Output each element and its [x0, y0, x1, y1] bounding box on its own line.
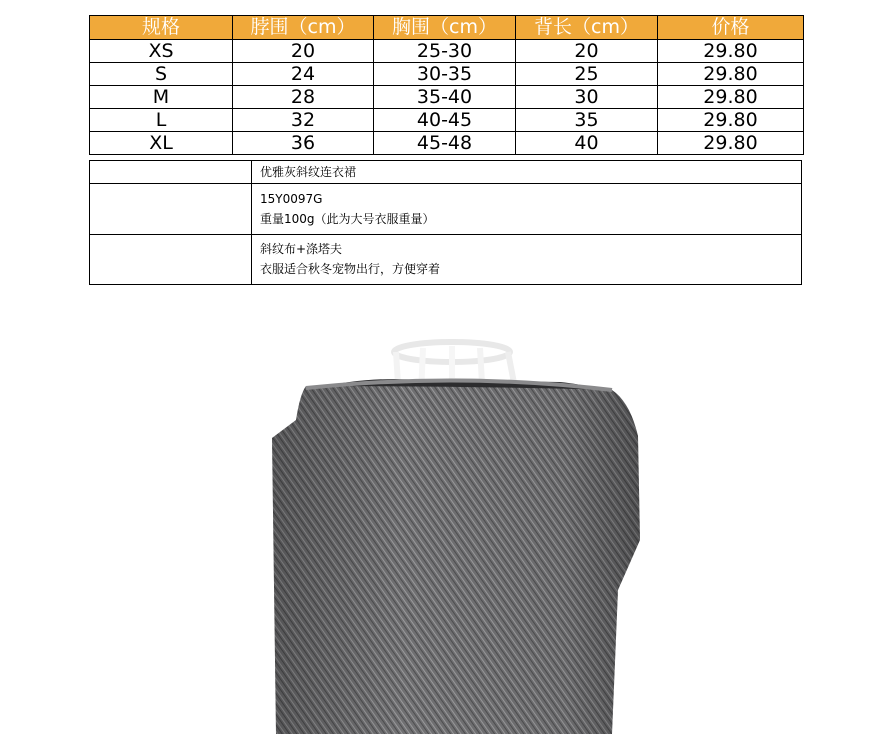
- header-size: 规格: [90, 16, 233, 40]
- info-row-spec: [90, 184, 802, 235]
- cell-size: XS: [90, 40, 233, 63]
- cell-price: 29.80: [658, 86, 804, 109]
- info-material-cell: [252, 235, 802, 285]
- header-back-length: 背长（cm）: [516, 16, 658, 40]
- cell-neck: 24: [233, 63, 374, 86]
- product-code: 15Y0097G: [260, 192, 323, 206]
- info-row-material: [90, 235, 802, 285]
- cell-size: XL: [90, 132, 233, 155]
- cell-size: M: [90, 86, 233, 109]
- header-chest: 胸围（cm）: [374, 16, 516, 40]
- grey-twill-dress-icon: [0, 290, 888, 734]
- cell-chest: 40-45: [374, 109, 516, 132]
- cell-price: 29.80: [658, 63, 804, 86]
- table-row: [90, 63, 804, 86]
- cell-price: 29.80: [658, 40, 804, 63]
- product-material: 斜纹布+涤塔夫: [260, 242, 343, 256]
- info-label-cell: [90, 235, 252, 285]
- info-spec-cell: [252, 184, 802, 235]
- cell-back-length: 30: [516, 86, 658, 109]
- product-image: [0, 290, 888, 734]
- cell-back-length: 35: [516, 109, 658, 132]
- cell-price: 29.80: [658, 109, 804, 132]
- cell-neck: 32: [233, 109, 374, 132]
- cell-price: 29.80: [658, 132, 804, 155]
- cell-chest: 25-30: [374, 40, 516, 63]
- product-name: 优雅灰斜纹连衣裙: [252, 161, 802, 184]
- cell-size: S: [90, 63, 233, 86]
- cell-back-length: 20: [516, 40, 658, 63]
- cell-chest: 35-40: [374, 86, 516, 109]
- product-info-table: [89, 160, 802, 285]
- table-row: [90, 109, 804, 132]
- size-chart-header-row: [90, 16, 804, 40]
- info-label-cell: [90, 184, 252, 235]
- cell-chest: 45-48: [374, 132, 516, 155]
- cell-size: L: [90, 109, 233, 132]
- size-chart-table: [89, 15, 804, 155]
- header-price: 价格: [658, 16, 804, 40]
- cell-back-length: 25: [516, 63, 658, 86]
- cell-neck: 20: [233, 40, 374, 63]
- cell-neck: 36: [233, 132, 374, 155]
- info-row-name: [90, 161, 802, 184]
- cell-chest: 30-35: [374, 63, 516, 86]
- cell-neck: 28: [233, 86, 374, 109]
- table-row: [90, 132, 804, 155]
- header-neck: 脖围（cm）: [233, 16, 374, 40]
- product-weight: 重量100g（此为大号衣服重量）: [260, 212, 435, 226]
- info-label-cell: [90, 161, 252, 184]
- table-row: [90, 40, 804, 63]
- cell-back-length: 40: [516, 132, 658, 155]
- table-row: [90, 86, 804, 109]
- product-usage: 衣服适合秋冬宠物出行，方便穿着: [260, 262, 441, 276]
